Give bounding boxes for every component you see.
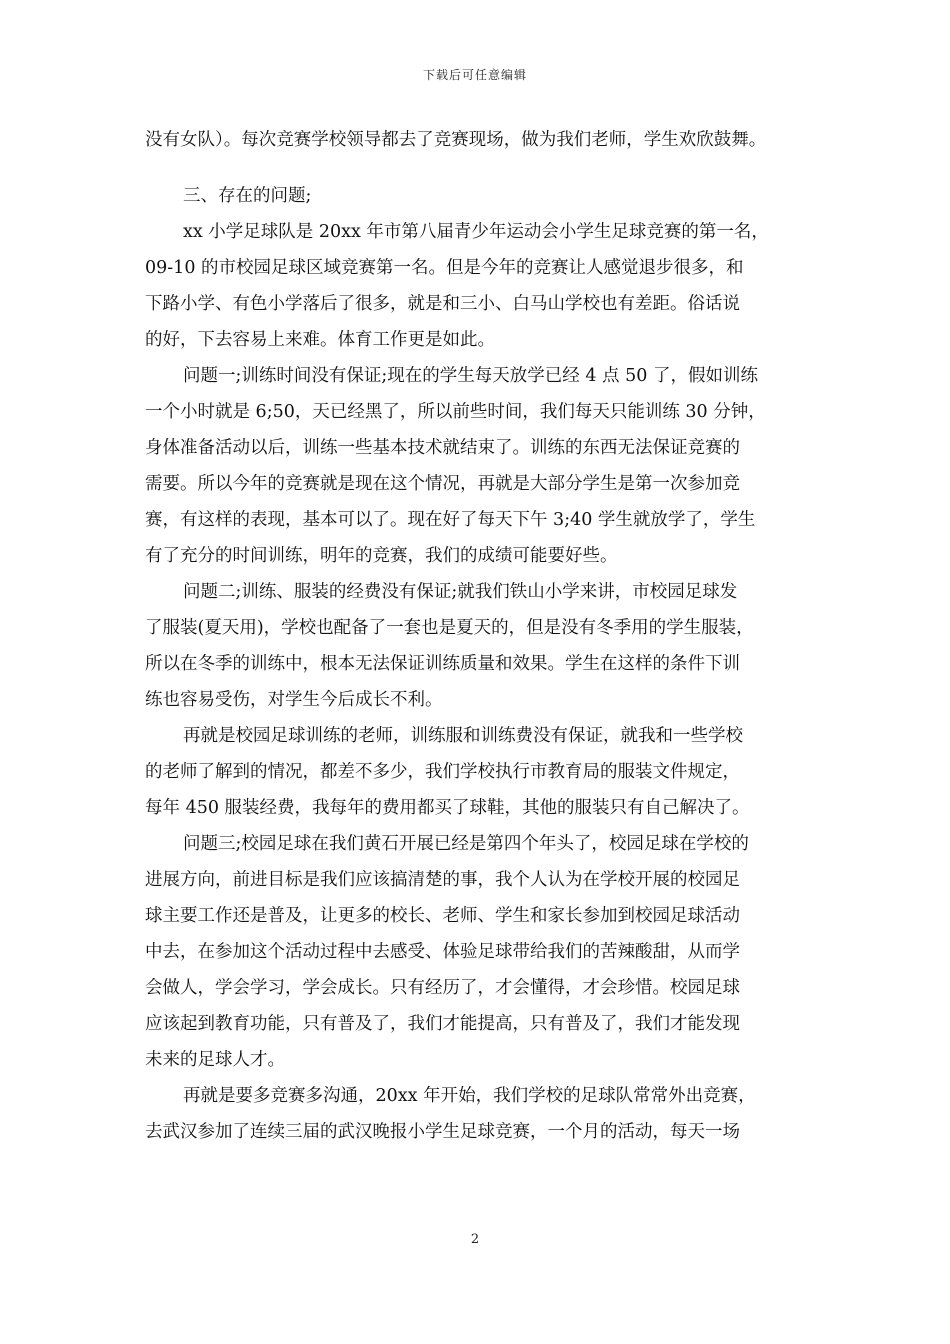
page-number: 2: [470, 1232, 480, 1247]
text-line: 一个小时就是 6;50，天已经黑了，所以前些时间，我们每天只能训练 30 分钟，: [145, 402, 766, 422]
page-header: 下载后可任意编辑: [422, 68, 527, 82]
text-line: 的好，下去容易上来难。体育工作更是如此。: [145, 330, 495, 350]
text-line: 身体准备活动以后，训练一些基本技术就结束了。训练的东西无法保证竞赛的: [145, 438, 740, 458]
text-line: 会做人，学会学习，学会成长。只有经历了，才会懂得，才会珍惜。校园足球: [145, 978, 740, 998]
section-heading: 三、存在的问题;: [183, 186, 312, 206]
text-line: 的老师了解到的情况，都差不多少，我们学校执行市教育局的服装文件规定，: [145, 762, 740, 782]
document-body: [145, 122, 815, 1150]
text-line: 下路小学、有色小学落后了很多，就是和三小、白马山学校也有差距。俗话说: [145, 294, 740, 314]
text-line: 练也容易受伤，对学生今后成长不利。: [145, 690, 443, 710]
text-line: 每年 450 服装经费，我每年的费用都买了球鞋，其他的服装只有自己解决了。: [145, 798, 750, 818]
text-line: 问题二;训练、服装的经费没有保证;就我们铁山小学来讲，市校园足球发: [183, 582, 738, 602]
text-line: 去武汉参加了连续三届的武汉晚报小学生足球竞赛，一个月的活动，每天一场: [145, 1122, 740, 1142]
text-line: 了服装(夏天用)，学校也配备了一套也是夏天的，但是没有冬季用的学生服装，: [145, 618, 754, 638]
text-line: 问题三;校园足球在我们黄石开展已经是第四个年头了，校园足球在学校的: [183, 834, 749, 854]
text-line: 进展方向，前进目标是我们应该搞清楚的事，我个人认为在学校开展的校园足: [145, 870, 740, 890]
text-line: 所以在冬季的训练中，根本无法保证训练质量和效果。学生在这样的条件下训: [145, 654, 740, 674]
text-line: 赛，有这样的表现，基本可以了。现在好了每天下午 3;40 学生就放学了，学生: [145, 510, 756, 530]
text-line: 需要。所以今年的竞赛就是现在这个情况，再就是大部分学生是第一次参加竞: [145, 474, 740, 494]
text-line: 再就是要多竞赛多沟通，20xx 年开始，我们学校的足球队常常外出竞赛，: [183, 1086, 756, 1106]
text-line: 球主要工作还是普及，让更多的校长、老师、学生和家长参加到校园足球活动: [145, 906, 740, 926]
text-line: 应该起到教育功能，只有普及了，我们才能提高，只有普及了，我们才能发现: [145, 1014, 740, 1034]
text-line: xx 小学足球队是 20xx 年市第八届青少年运动会小学生足球竞赛的第一名，: [183, 222, 769, 242]
text-line: 中去，在参加这个活动过程中去感受、体验足球带给我们的苦辣酸甜，从而学: [145, 942, 740, 962]
text-line: 没有女队）。每次竞赛学校领导都去了竞赛现场，做为我们老师，学生欢欣鼓舞。: [145, 130, 767, 150]
text-line: 问题一;训练时间没有保证;现在的学生每天放学已经 4 点 50 了，假如训练: [183, 366, 758, 386]
text-line: 09-10 的市校园足球区域竞赛第一名。但是今年的竞赛让人感觉退步很多，和: [145, 258, 744, 278]
text-line: 再就是校园足球训练的老师，训练服和训练费没有保证，就我和一些学校: [183, 726, 743, 746]
text-line: 有了充分的时间训练，明年的竞赛，我们的成绩可能要好些。: [145, 546, 618, 566]
text-line: 未来的足球人才。: [145, 1050, 285, 1070]
